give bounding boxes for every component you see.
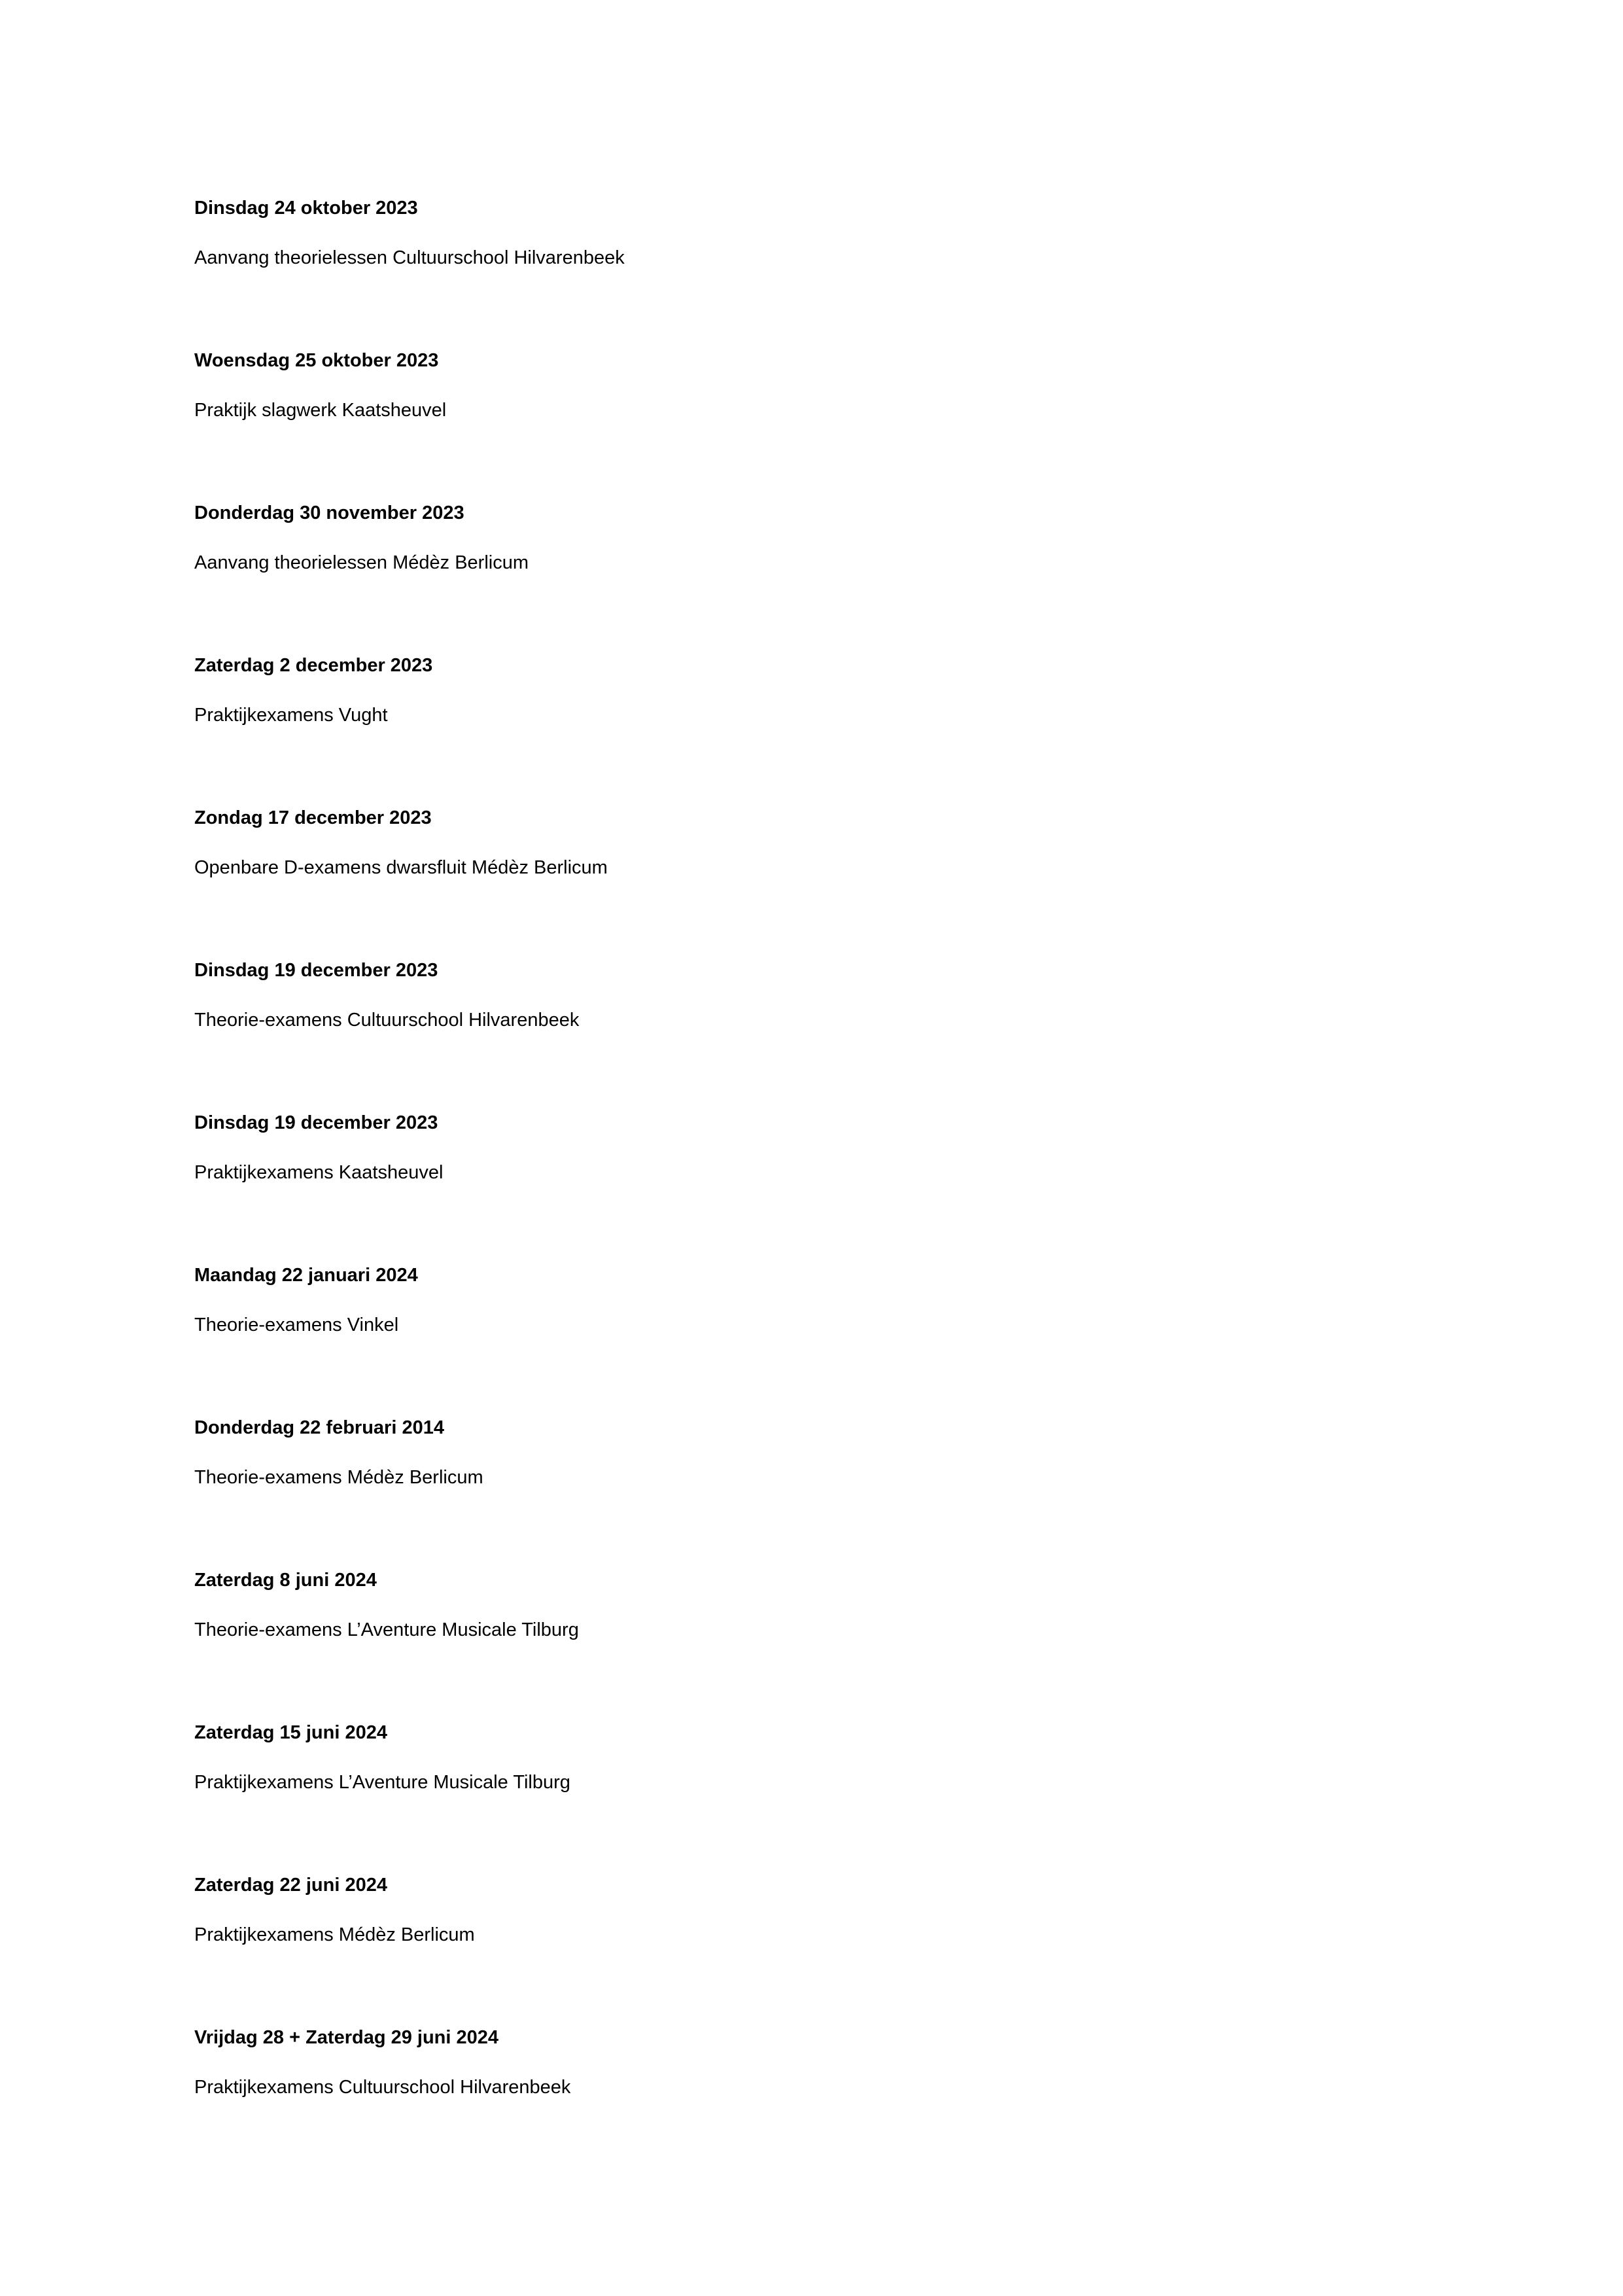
schedule-entry <box>194 500 1437 652</box>
schedule-entry <box>194 1872 1437 2024</box>
entry-date: Dinsdag 19 december 2023 <box>194 1112 438 1133</box>
entry-date: Vrijdag 28 + Zaterdag 29 juni 2024 <box>194 2027 499 2048</box>
schedule-entry <box>194 1720 1437 1872</box>
entry-date: Donderdag 30 november 2023 <box>194 503 464 523</box>
entry-description: Theorie-examens Vinkel <box>194 1315 399 1335</box>
entry-date: Zondag 17 december 2023 <box>194 807 432 828</box>
entry-date: Zaterdag 8 juni 2024 <box>194 1570 377 1591</box>
entry-date: Maandag 22 januari 2024 <box>194 1265 418 1286</box>
entry-description: Praktijkexamens Vught <box>194 705 388 726</box>
schedule-entry <box>194 1110 1437 1262</box>
entry-description: Praktijkexamens Médèz Berlicum <box>194 1924 475 1945</box>
schedule-entry <box>194 957 1437 1110</box>
schedule-entry <box>194 652 1437 805</box>
entry-date: Dinsdag 19 december 2023 <box>194 960 438 981</box>
entry-description: Aanvang theorielessen Médèz Berlicum <box>194 552 529 573</box>
schedule-entry <box>194 1262 1437 1415</box>
entry-date: Woensdag 25 oktober 2023 <box>194 350 439 371</box>
entry-description: Openbare D-examens dwarsfluit Médèz Berlicum <box>194 857 608 878</box>
entry-description: Praktijkexamens Cultuurschool Hilvarenbeek <box>194 2077 571 2098</box>
entry-description: Aanvang theorielessen Cultuurschool Hilvarenbeek <box>194 247 625 268</box>
schedule-entry <box>194 1415 1437 1567</box>
entry-description: Theorie-examens Cultuurschool Hilvarenbeek <box>194 1010 580 1031</box>
schedule-entry <box>194 805 1437 957</box>
entry-description: Theorie-examens L’Aventure Musicale Tilburg <box>194 1619 579 1640</box>
entry-date: Zaterdag 15 juni 2024 <box>194 1722 387 1743</box>
entry-date: Donderdag 22 februari 2014 <box>194 1417 444 1438</box>
exam-schedule-list <box>194 195 1437 2177</box>
entry-description: Praktijkexamens Kaatsheuvel <box>194 1162 444 1183</box>
schedule-entry <box>194 195 1437 347</box>
entry-description: Praktijk slagwerk Kaatsheuvel <box>194 400 447 421</box>
entry-description: Praktijkexamens L’Aventure Musicale Tilburg <box>194 1772 570 1793</box>
entry-date: Zaterdag 22 juni 2024 <box>194 1875 387 1896</box>
entry-date: Zaterdag 2 december 2023 <box>194 655 433 676</box>
entry-description: Theorie-examens Médèz Berlicum <box>194 1467 483 1488</box>
schedule-entry <box>194 347 1437 500</box>
schedule-entry <box>194 1567 1437 1720</box>
entry-date: Dinsdag 24 oktober 2023 <box>194 198 418 219</box>
schedule-entry <box>194 2024 1437 2177</box>
